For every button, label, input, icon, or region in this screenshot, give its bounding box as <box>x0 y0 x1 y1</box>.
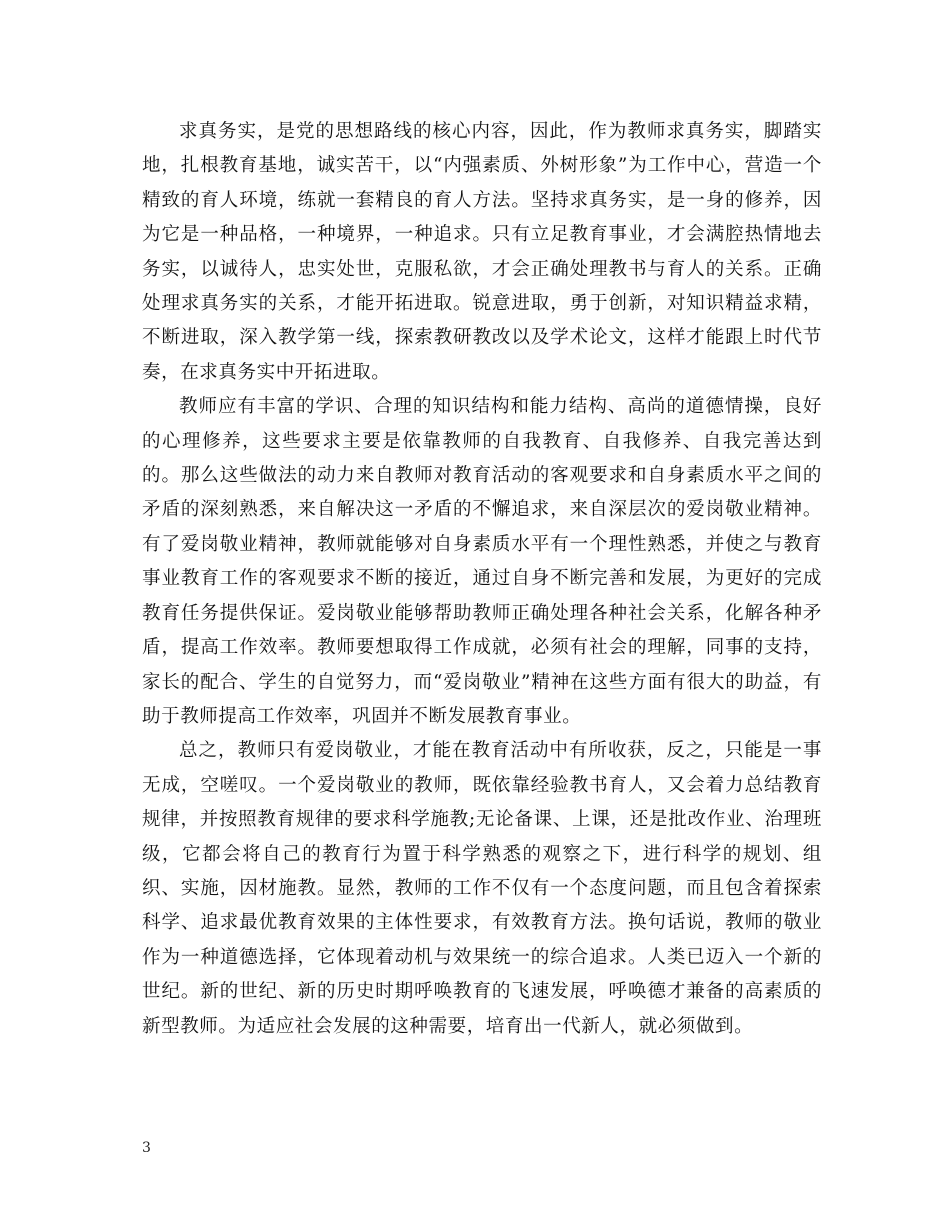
page-number: 3 <box>142 1140 151 1156</box>
paragraph-1: 求真务实，是党的思想路线的核心内容，因此，作为教师求真务实，脚踏实地，扎根教育基地，诚实苦干，以“内强素质、外树形象”为工作中心，营造一个精致的育人环境，练就一套精良的育人方法。坚持求真务实，是一身的修养，因为它是一种品格，一种境界，一种追求。只有立足教育事业，才会满腔热情地去务实，以诚待人，忠实处世，克服私欲，才会正确处理教书与育人的关系。正确处理求真务实的关系，才能开拓进取。锐意进取，勇于创新，对知识精益求精，不断进取，深入教学第一线，探索教研教改以及学术论文，这样才能跟上时代节奏，在求真务实中开拓进取。 <box>142 121 822 383</box>
body-text <box>142 115 822 1044</box>
paragraph-2: 教师应有丰富的学识、合理的知识结构和能力结构、高尚的道德情操，良好的心理修养，这些要求主要是依靠教师的自我教育、自我修养、自我完善达到的。那么这些做法的动力来自教师对教育活动的客观要求和自身素质水平之间的矛盾的深刻熟悉，来自解决这一矛盾的不懈追求，来自深层次的爱岗敬业精神。有了爱岗敬业精神，教师就能够对自身素质水平有一个理性熟悉，并使之与教育事业教育工作的客观要求不断的接近，通过自身不断完善和发展，为更好的完成教育任务提供保证。爱岗敬业能够帮助教师正确处理各种社会关系，化解各种矛盾，提高工作效率。教师要想取得工作成就，必须有社会的理解，同事的支持，家长的配合、学生的自觉努力，而“爱岗敬业”精神在这些方面有很大的助益，有助于教师提高工作效率，巩固并不断发展教育事业。 <box>142 396 822 727</box>
paragraph-3: 总之，教师只有爱岗敬业，才能在教育活动中有所收获，反之，只能是一事无成，空嗟叹。一个爱岗敬业的教师，既依靠经验教书育人，又会着力总结教育规律，并按照教育规律的要求科学施教;无论备课、上课，还是批改作业、治理班级，它都会将自己的教育行为置于科学熟悉的观察之下，进行科学的规划、组织、实施，因材施教。显然，教师的工作不仅有一个态度问题，而且包含着探索科学、追求最优教育效果的主体性要求，有效教育方法。换句话说，教师的敬业作为一种道德选择，它体现着动机与效果统一的综合追求。人类已迈入一个新的世纪。新的世纪、新的历史时期呼唤教育的飞速发展，呼唤德才兼备的高素质的新型教师。为适应社会发展的这种需要，培育出一代新人，就必须做到。 <box>142 740 822 1037</box>
